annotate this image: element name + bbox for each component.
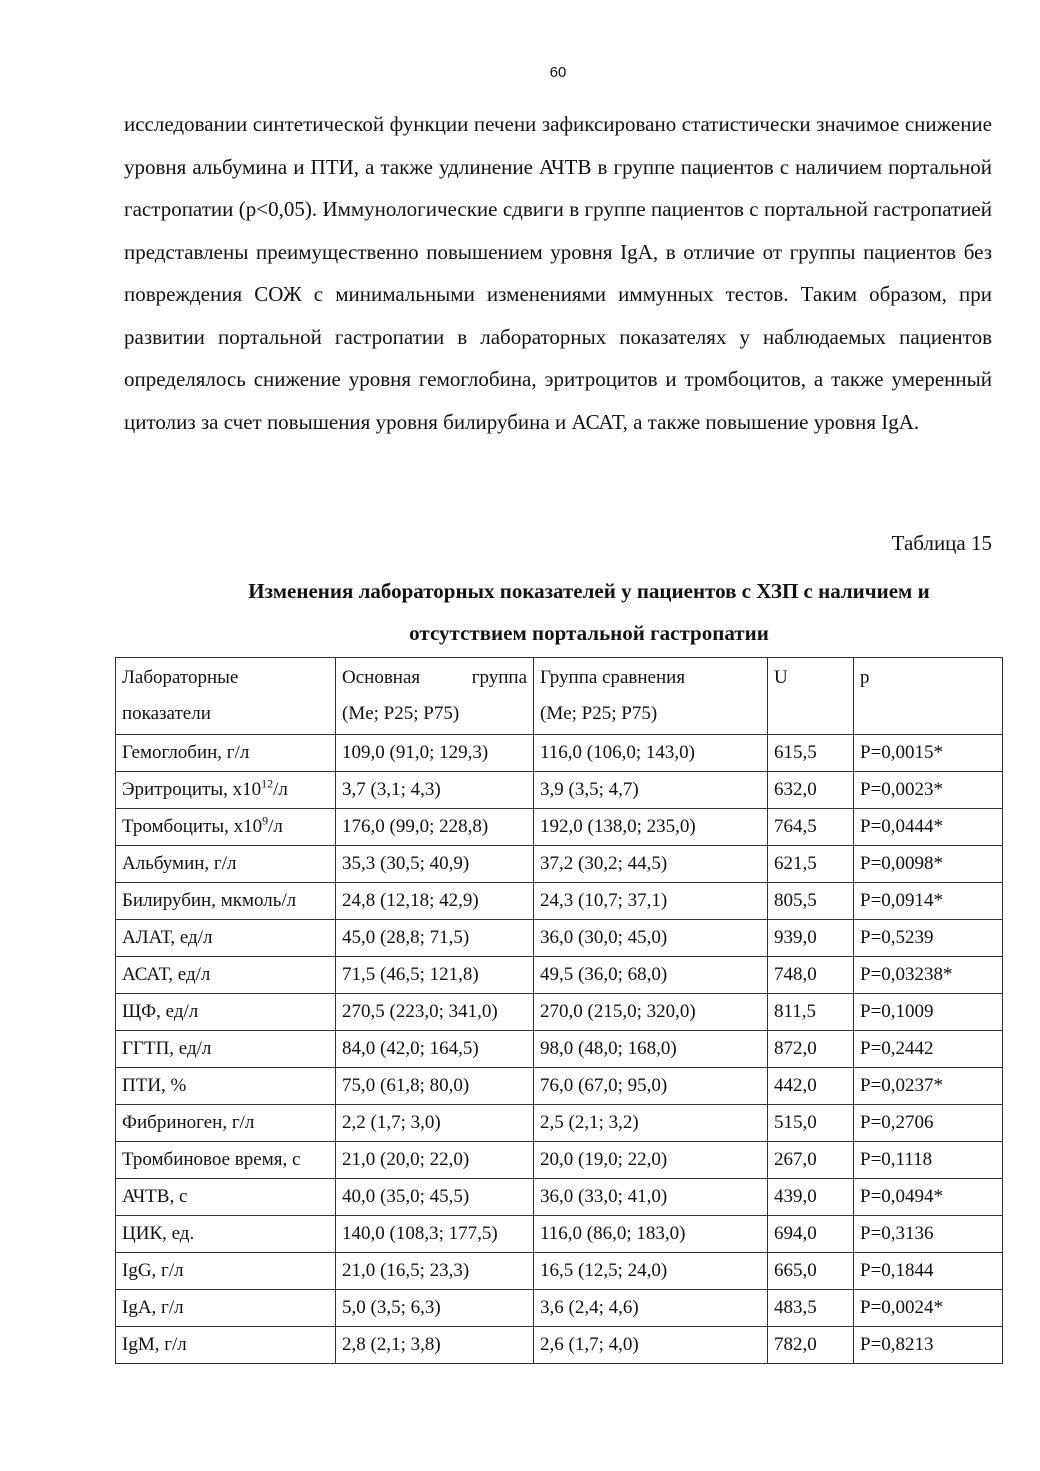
cell-u: 439,0	[768, 1179, 854, 1216]
header-p: p	[854, 658, 1003, 735]
cell-indicator: Билирубин, мкмоль/л	[116, 883, 336, 920]
indicator-name: Тромбоциты, х10	[122, 816, 263, 837]
header-u: U	[768, 658, 854, 735]
cell-comparison-group: 2,6 (1,7; 4,0)	[534, 1327, 768, 1364]
header-comparison-group-line-2: (Me; P25; P75)	[540, 703, 658, 724]
cell-main-group: 21,0 (20,0; 22,0)	[336, 1142, 534, 1179]
table-row	[116, 883, 1003, 920]
cell-u: 782,0	[768, 1327, 854, 1364]
header-main-group-line-1	[342, 660, 527, 696]
cell-main-group: 40,0 (35,0; 45,5)	[336, 1179, 534, 1216]
cell-comparison-group: 36,0 (30,0; 45,0)	[534, 920, 768, 957]
cell-main-group: 176,0 (99,0; 228,8)	[336, 809, 534, 846]
cell-main-group: 84,0 (42,0; 164,5)	[336, 1031, 534, 1068]
cell-main-group: 3,7 (3,1; 4,3)	[336, 772, 534, 809]
cell-p: P=0,2442	[854, 1031, 1003, 1068]
cell-indicator: Фибриноген, г/л	[116, 1105, 336, 1142]
table-row	[116, 1068, 1003, 1105]
cell-indicator: АСАТ, ед/л	[116, 957, 336, 994]
table-row	[116, 772, 1003, 809]
cell-comparison-group: 192,0 (138,0; 235,0)	[534, 809, 768, 846]
lab-results-table	[115, 657, 1003, 1364]
header-comparison-group	[534, 658, 768, 735]
cell-p: P=0,0098*	[854, 846, 1003, 883]
table-row	[116, 1142, 1003, 1179]
cell-main-group: 2,8 (2,1; 3,8)	[336, 1327, 534, 1364]
cell-comparison-group: 37,2 (30,2; 44,5)	[534, 846, 768, 883]
table-title-line-2: отсутствием портальной гастропатии	[409, 621, 769, 645]
cell-u: 748,0	[768, 957, 854, 994]
cell-main-group: 35,3 (30,5; 40,9)	[336, 846, 534, 883]
table-row	[116, 846, 1003, 883]
cell-indicator: IgG, г/л	[116, 1253, 336, 1290]
cell-main-group: 75,0 (61,8; 80,0)	[336, 1068, 534, 1105]
cell-p: P=0,0024*	[854, 1290, 1003, 1327]
cell-p: P=0,0494*	[854, 1179, 1003, 1216]
table-row	[116, 1290, 1003, 1327]
table-row	[116, 994, 1003, 1031]
cell-p: P=0,3136	[854, 1216, 1003, 1253]
cell-main-group: 270,5 (223,0; 341,0)	[336, 994, 534, 1031]
cell-indicator: АЧТВ, с	[116, 1179, 336, 1216]
cell-comparison-group: 2,5 (2,1; 3,2)	[534, 1105, 768, 1142]
cell-comparison-group: 116,0 (106,0; 143,0)	[534, 735, 768, 772]
cell-comparison-group: 24,3 (10,7; 37,1)	[534, 883, 768, 920]
table-row	[116, 1327, 1003, 1364]
header-main-group-word-2: группа	[471, 667, 527, 688]
cell-u: 615,5	[768, 735, 854, 772]
header-main-group-line-2: (Me; P25; P75)	[342, 703, 460, 724]
cell-comparison-group: 3,6 (2,4; 4,6)	[534, 1290, 768, 1327]
cell-u: 811,5	[768, 994, 854, 1031]
header-main-group-word-1: Основная	[342, 667, 421, 688]
cell-indicator: Гемоглобин, г/л	[116, 735, 336, 772]
cell-indicator: ПТИ, %	[116, 1068, 336, 1105]
header-indicators-line-1: Лабораторные	[122, 667, 239, 688]
cell-u: 442,0	[768, 1068, 854, 1105]
cell-u: 267,0	[768, 1142, 854, 1179]
cell-u: 515,0	[768, 1105, 854, 1142]
cell-indicator	[116, 809, 336, 846]
table-row	[116, 809, 1003, 846]
cell-indicator	[116, 772, 336, 809]
cell-comparison-group: 98,0 (48,0; 168,0)	[534, 1031, 768, 1068]
cell-comparison-group: 20,0 (19,0; 22,0)	[534, 1142, 768, 1179]
indicator-exponent: 9	[262, 813, 269, 828]
cell-u: 665,0	[768, 1253, 854, 1290]
cell-comparison-group: 76,0 (67,0; 95,0)	[534, 1068, 768, 1105]
body-paragraph: исследовании синтетической функции печени зафиксировано статистически значимое снижение уровня альбумина и ПТИ, а также удлинение АЧТВ в группе пациентов с наличием портальной гастропатии (p<0,05). Иммунологические сдвиги в группе пациентов с портальной гастропатией представлены преимущественно повышением уровня IgA, в отличие от группы пациентов без повреждения СОЖ с минимальными изменениями иммунных тестов. Таким образом, при развитии портальной гастропатии в лабораторных показателях у наблюдаемых пациентов определялось снижение уровня гемоглобина, эритроцитов и тромбоцитов, а также умеренный цитолиз за счет повышения уровня билирубина и АСАТ, а также повышение уровня IgA.	[124, 112, 992, 434]
table-row	[116, 957, 1003, 994]
cell-p: P=0,03238*	[854, 957, 1003, 994]
cell-p: P=0,5239	[854, 920, 1003, 957]
indicator-unit: /л	[268, 816, 283, 837]
cell-u: 872,0	[768, 1031, 854, 1068]
cell-indicator: Тромбиновое время, с	[116, 1142, 336, 1179]
table-row	[116, 1031, 1003, 1068]
cell-indicator: ГГТП, ед/л	[116, 1031, 336, 1068]
cell-u: 694,0	[768, 1216, 854, 1253]
header-indicators	[116, 658, 336, 735]
cell-p: P=0,2706	[854, 1105, 1003, 1142]
cell-comparison-group: 270,0 (215,0; 320,0)	[534, 994, 768, 1031]
cell-main-group: 24,8 (12,18; 42,9)	[336, 883, 534, 920]
cell-main-group: 140,0 (108,3; 177,5)	[336, 1216, 534, 1253]
cell-p: P=0,1844	[854, 1253, 1003, 1290]
cell-indicator: IgA, г/л	[116, 1290, 336, 1327]
cell-p: P=0,1009	[854, 994, 1003, 1031]
cell-u: 805,5	[768, 883, 854, 920]
cell-u: 632,0	[768, 772, 854, 809]
cell-indicator: IgM, г/л	[116, 1327, 336, 1364]
cell-u: 939,0	[768, 920, 854, 957]
cell-u: 483,5	[768, 1290, 854, 1327]
cell-p: P=0,0237*	[854, 1068, 1003, 1105]
table-row	[116, 1105, 1003, 1142]
cell-indicator: Альбумин, г/л	[116, 846, 336, 883]
table-header-row	[116, 658, 1003, 735]
indicator-unit: /л	[273, 779, 288, 800]
cell-p: P=0,0914*	[854, 883, 1003, 920]
page-number: 60	[549, 64, 567, 81]
cell-main-group: 109,0 (91,0; 129,3)	[336, 735, 534, 772]
cell-p: P=0,1118	[854, 1142, 1003, 1179]
table-title	[124, 570, 1040, 654]
table-row	[116, 1179, 1003, 1216]
header-main-group	[336, 658, 534, 735]
cell-p: P=0,0015*	[854, 735, 1003, 772]
cell-comparison-group: 49,5 (36,0; 68,0)	[534, 957, 768, 994]
cell-comparison-group: 16,5 (12,5; 24,0)	[534, 1253, 768, 1290]
indicator-name: Эритроциты, х10	[122, 779, 262, 800]
cell-main-group: 45,0 (28,8; 71,5)	[336, 920, 534, 957]
table-row	[116, 1216, 1003, 1253]
cell-main-group: 71,5 (46,5; 121,8)	[336, 957, 534, 994]
cell-comparison-group: 3,9 (3,5; 4,7)	[534, 772, 768, 809]
header-indicators-line-2: показатели	[122, 703, 211, 724]
table-row	[116, 1253, 1003, 1290]
table-title-line-1: Изменения лабораторных показателей у пациентов с ХЗП с наличием и	[248, 579, 930, 603]
cell-p: P=0,0444*	[854, 809, 1003, 846]
cell-indicator: АЛАТ, ед/л	[116, 920, 336, 957]
cell-u: 764,5	[768, 809, 854, 846]
cell-main-group: 5,0 (3,5; 6,3)	[336, 1290, 534, 1327]
cell-main-group: 2,2 (1,7; 3,0)	[336, 1105, 534, 1142]
header-comparison-group-line-1: Группа сравнения	[540, 667, 686, 688]
cell-comparison-group: 116,0 (86,0; 183,0)	[534, 1216, 768, 1253]
cell-p: P=0,0023*	[854, 772, 1003, 809]
cell-main-group: 21,0 (16,5; 23,3)	[336, 1253, 534, 1290]
cell-comparison-group: 36,0 (33,0; 41,0)	[534, 1179, 768, 1216]
cell-indicator: ЩФ, ед/л	[116, 994, 336, 1031]
indicator-exponent: 12	[261, 776, 274, 791]
cell-p: P=0,8213	[854, 1327, 1003, 1364]
table-row	[116, 735, 1003, 772]
cell-u: 621,5	[768, 846, 854, 883]
cell-indicator: ЦИК, ед.	[116, 1216, 336, 1253]
table-caption: Таблица 15	[891, 531, 992, 555]
table-row	[116, 920, 1003, 957]
